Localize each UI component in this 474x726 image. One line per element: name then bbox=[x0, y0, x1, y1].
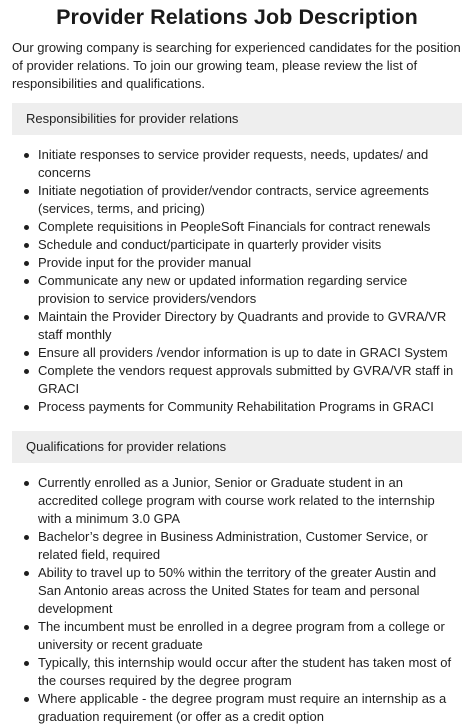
bullet-icon bbox=[24, 279, 29, 284]
list-item-text: Where applicable - the degree program must require an internship as a graduation requirement (or offer as a credit option bbox=[38, 691, 447, 724]
list-item bbox=[38, 236, 462, 254]
list-item bbox=[38, 528, 462, 564]
bullet-icon bbox=[24, 261, 29, 266]
list-item-text: Schedule and conduct/participate in quarterly provider visits bbox=[38, 237, 382, 252]
bullet-icon bbox=[24, 153, 29, 158]
list-item-text: Initiate responses to service provider requests, needs, updates/ and concerns bbox=[38, 147, 429, 180]
list-item bbox=[38, 564, 462, 618]
list-item-text: Provide input for the provider manual bbox=[38, 255, 252, 270]
list-item bbox=[38, 398, 462, 416]
list-item-text: Ensure all providers /vendor information is up to date in GRACI System bbox=[38, 345, 448, 360]
qualifications-heading: Qualifications for provider relations bbox=[12, 431, 462, 463]
bullet-icon bbox=[24, 225, 29, 230]
list-item bbox=[38, 618, 462, 654]
list-item bbox=[38, 654, 462, 690]
bullet-icon bbox=[24, 697, 29, 702]
list-item-text: Typically, this internship would occur after the student has taken most of the courses required by the degree program bbox=[38, 655, 452, 688]
list-item-text: Communicate any new or updated information regarding service provision to service providers/vendors bbox=[38, 273, 408, 306]
qualifications-list bbox=[12, 474, 462, 726]
list-item bbox=[38, 218, 462, 236]
list-item bbox=[38, 146, 462, 182]
list-item-text: The incumbent must be enrolled in a degree program from a college or university or recent graduate bbox=[38, 619, 445, 652]
list-item bbox=[38, 182, 462, 218]
responsibilities-heading: Responsibilities for provider relations bbox=[12, 103, 462, 135]
bullet-icon bbox=[24, 481, 29, 486]
list-item bbox=[38, 690, 462, 726]
bullet-icon bbox=[24, 661, 29, 666]
bullet-icon bbox=[24, 369, 29, 374]
list-item bbox=[38, 272, 462, 308]
page-title: Provider Relations Job Description bbox=[56, 5, 418, 29]
list-item bbox=[38, 344, 462, 362]
responsibilities-list bbox=[12, 146, 462, 416]
list-item-text: Currently enrolled as a Junior, Senior or Graduate student in an accredited college program with course work related to the internship with a minimum 3.0 GPA bbox=[38, 475, 435, 526]
list-item-text: Ability to travel up to 50% within the territory of the greater Austin and San Antonio areas across the United States for team and personal development bbox=[38, 565, 437, 616]
list-item-text: Complete requisitions in PeopleSoft Financials for contract renewals bbox=[38, 219, 431, 234]
bullet-icon bbox=[24, 351, 29, 356]
bullet-icon bbox=[24, 243, 29, 248]
list-item bbox=[38, 308, 462, 344]
list-item bbox=[38, 474, 462, 528]
list-item-text: Bachelor’s degree in Business Administration, Customer Service, or related field, required bbox=[38, 529, 428, 562]
bullet-icon bbox=[24, 405, 29, 410]
list-item bbox=[38, 254, 462, 272]
intro-paragraph: Our growing company is searching for experienced candidates for the position of provider relations. To join our growing team, please review the list of responsibilities and qualifications. bbox=[12, 40, 461, 91]
bullet-icon bbox=[24, 535, 29, 540]
list-item-text: Maintain the Provider Directory by Quadrants and provide to GVRA/VR staff monthly bbox=[38, 309, 447, 342]
list-item bbox=[38, 362, 462, 398]
list-item-text: Initiate negotiation of provider/vendor contracts, service agreements (services, terms, and pricing) bbox=[38, 183, 429, 216]
bullet-icon bbox=[24, 189, 29, 194]
bullet-icon bbox=[24, 571, 29, 576]
bullet-icon bbox=[24, 625, 29, 630]
bullet-icon bbox=[24, 315, 29, 320]
list-item-text: Process payments for Community Rehabilitation Programs in GRACI bbox=[38, 399, 434, 414]
list-item-text: Complete the vendors request approvals submitted by GVRA/VR staff in GRACI bbox=[38, 363, 454, 396]
